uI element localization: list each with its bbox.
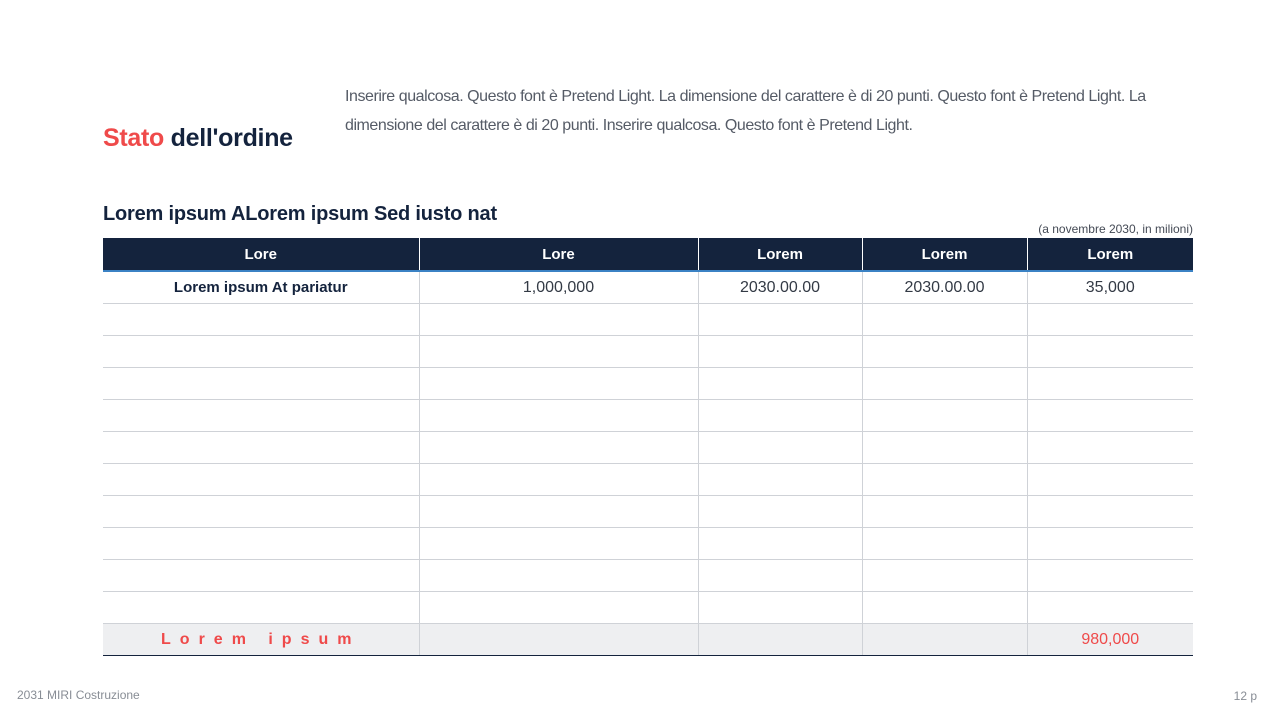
column-header: Lore [419,238,698,271]
order-table [103,238,1193,656]
page-number: 12 p [1233,689,1257,703]
table-cell [103,592,419,624]
table-row [103,336,1193,368]
table-cell [419,432,698,464]
footer-company: 2031 MIRI Costruzione [17,688,140,702]
table-cell [862,464,1027,496]
total-label: Lorem ipsum [103,624,419,656]
table-cell [862,368,1027,400]
table-cell [103,560,419,592]
total-cell [419,624,698,656]
table-cell [419,464,698,496]
table-row [103,304,1193,336]
table-cell [862,336,1027,368]
table-cell [419,304,698,336]
column-header: Lorem [698,238,862,271]
total-value: 980,000 [1027,624,1193,656]
total-cell [862,624,1027,656]
table-cell [419,368,698,400]
table-row [103,271,1193,304]
table-total-row [103,624,1193,656]
table-cell [862,592,1027,624]
table-cell [862,560,1027,592]
table-cell [698,592,862,624]
table-cell [862,432,1027,464]
table-row [103,528,1193,560]
table-cell [698,560,862,592]
table-cell [1027,496,1193,528]
table-cell [698,432,862,464]
table-cell [698,336,862,368]
table-cell [1027,368,1193,400]
column-header: Lore [103,238,419,271]
table-cell [419,528,698,560]
table-cell [419,560,698,592]
table-row [103,464,1193,496]
table-cell [1027,560,1193,592]
table-cell [419,496,698,528]
column-header: Lorem [862,238,1027,271]
table-cell [1027,336,1193,368]
table-cell [698,368,862,400]
table-cell [103,336,419,368]
table-row [103,592,1193,624]
page-title-accent: Stato [103,124,165,152]
table-cell [698,304,862,336]
table-cell [862,304,1027,336]
table-cell [103,464,419,496]
table-cell [1027,464,1193,496]
table-header-row [103,238,1193,271]
table-row [103,368,1193,400]
table-cell [419,336,698,368]
unit-note: (a novembre 2030, in milioni) [1038,222,1193,236]
table-cell [103,368,419,400]
table-cell: 2030.00.00 [698,271,862,304]
table-row [103,560,1193,592]
table-cell [1027,304,1193,336]
table-cell [862,528,1027,560]
table-cell [419,400,698,432]
page-title [103,122,293,154]
table-cell: 35,000 [1027,271,1193,304]
table-row [103,400,1193,432]
page-title-rest: dell'ordine [164,124,293,152]
intro-text: Inserire qualcosa. Questo font è Pretend Light. La dimensione del carattere è di 20 punti. Questo font è Pretend Light. La dimensione del carattere è di 20 punti. Inserire qualcosa. Questo font è Pretend Light. [345,88,1146,134]
table-cell [1027,592,1193,624]
table-cell [1027,400,1193,432]
table-cell [698,464,862,496]
table-title: Lorem ipsum ALorem ipsum Sed iusto nat [103,203,497,225]
table-cell: Lorem ipsum At pariatur [103,271,419,304]
table-cell [103,496,419,528]
table-row [103,496,1193,528]
table-cell [103,400,419,432]
table-cell [698,528,862,560]
table-cell [862,496,1027,528]
table-cell [698,496,862,528]
table-cell [862,400,1027,432]
table-cell [419,592,698,624]
table-cell [698,400,862,432]
table-cell: 2030.00.00 [862,271,1027,304]
table-cell [1027,528,1193,560]
total-cell [698,624,862,656]
table-cell [1027,432,1193,464]
table-cell: 1,000,000 [419,271,698,304]
table-cell [103,528,419,560]
table-row [103,432,1193,464]
table-cell [103,304,419,336]
table-cell [103,432,419,464]
column-header: Lorem [1027,238,1193,271]
